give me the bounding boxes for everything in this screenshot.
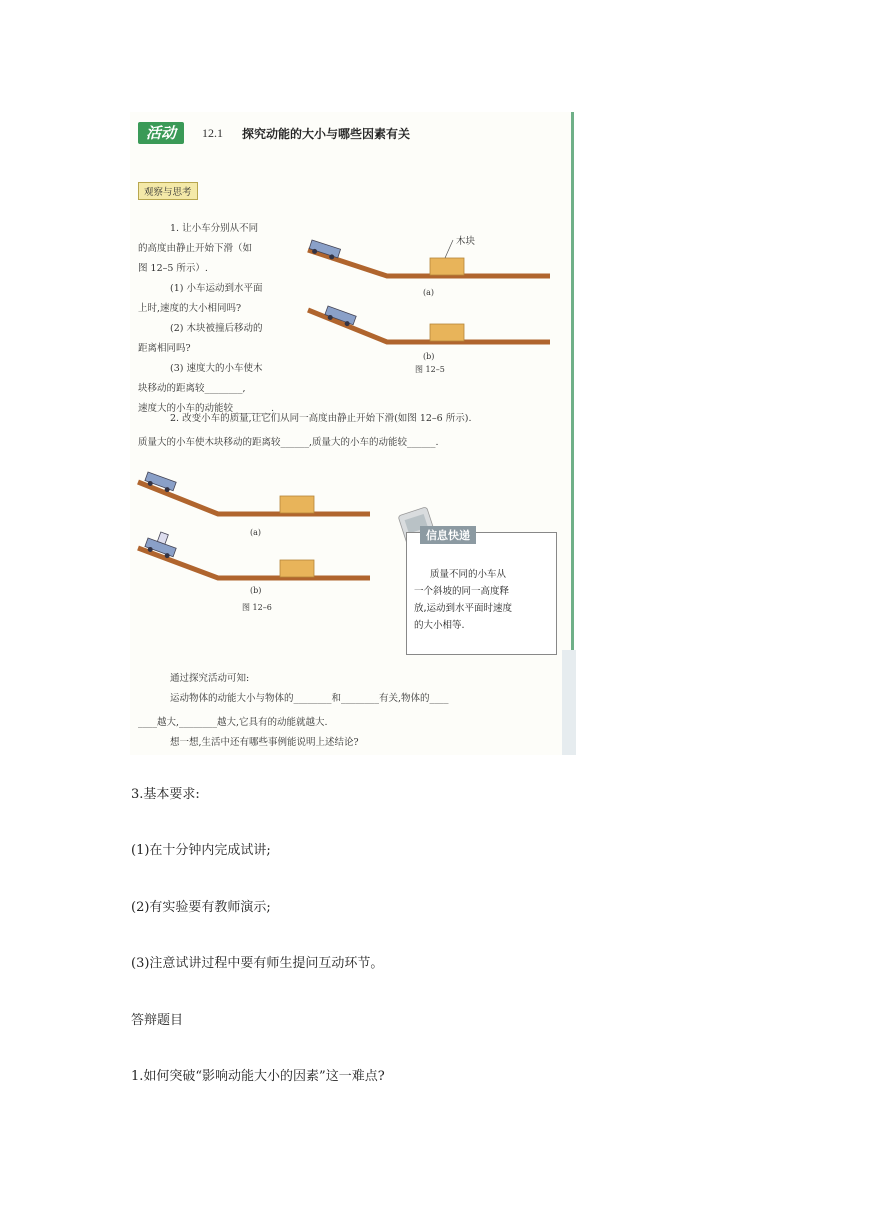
wood-block-label: 木块 xyxy=(456,236,476,247)
item1-line: 1. 让小车分别从不同 xyxy=(170,223,259,234)
wood-block-12-5a xyxy=(430,258,464,275)
item1-line: (2) 木块被撞后移动的 xyxy=(170,323,263,334)
item1-line: (1) 小车运动到水平面 xyxy=(170,283,263,294)
item1-line: 距离相同吗? xyxy=(138,343,191,354)
wood-block-12-6b xyxy=(280,560,314,577)
activity-badge: 活动 xyxy=(138,122,184,144)
activity-number: 12.1 xyxy=(202,126,223,140)
defense-heading: 答辩题目 xyxy=(131,1013,184,1028)
item2-line1: 2. 改变小车的质量,让它们从同一高度由静止开始下滑(如图 12–6 所示). xyxy=(170,413,472,424)
requirements-heading: 3.基本要求: xyxy=(131,787,200,802)
item1-line: (3) 速度大的小车使木 xyxy=(170,363,263,374)
conclusion-line: ____越大,________越大,它具有的动能就越大. xyxy=(138,717,328,728)
item1-line: 图 12–5 所示）. xyxy=(138,263,208,274)
info-line: 一个斜坡的同一高度释 xyxy=(414,586,510,597)
requirement-item: (2)有实验要有教师演示; xyxy=(131,900,271,915)
fig12-5-caption: 图 12–5 xyxy=(415,365,445,374)
fig12-5-b-label: (b) xyxy=(423,352,435,361)
fig12-5-a-label: (a) xyxy=(423,288,435,297)
item1-line: 的高度由静止开始下滑（如 xyxy=(138,243,253,254)
item1-line: 速度大的小车的动能较________. xyxy=(138,403,275,414)
textbook-scan xyxy=(130,112,574,755)
scan-shade xyxy=(562,650,576,755)
conclusion-line: 通过探究活动可知: xyxy=(170,673,250,684)
activity-title: 探究动能的大小与哪些因素有关 xyxy=(242,127,411,141)
defense-question: 1.如何突破“影响动能大小的因素”这一难点? xyxy=(131,1069,385,1084)
wood-block-12-6a xyxy=(280,496,314,513)
fig12-6-a-label: (a) xyxy=(250,528,262,537)
fig12-6-caption: 图 12–6 xyxy=(242,603,272,612)
info-line: 的大小相等. xyxy=(414,620,465,631)
wood-block-12-5b xyxy=(430,324,464,341)
info-tag: 信息快递 xyxy=(420,526,476,544)
info-line: 放,运动到水平面时速度 xyxy=(414,603,513,614)
conclusion-line: 运动物体的动能大小与物体的________和________有关,物体的____ xyxy=(170,693,449,704)
info-line: 质量不同的小车从 xyxy=(430,569,507,580)
requirement-item: (3)注意试讲过程中要有师生提问互动环节。 xyxy=(131,956,384,971)
requirement-item: (1)在十分钟内完成试讲; xyxy=(131,843,271,858)
fig12-6-b-label: (b) xyxy=(250,586,262,595)
ramp-12-5a xyxy=(308,250,550,276)
conclusion-line: 想一想,生活中还有哪些事例能说明上述结论? xyxy=(170,737,359,748)
item2-line2: 质量大的小车使木块移动的距离较______,质量大的小车的动能较______. xyxy=(138,437,439,448)
item1-line: 块移动的距离较________, xyxy=(138,383,246,394)
observe-label: 观察与思考 xyxy=(138,182,198,200)
item1-line: 上时,速度的大小相同吗? xyxy=(138,303,242,314)
